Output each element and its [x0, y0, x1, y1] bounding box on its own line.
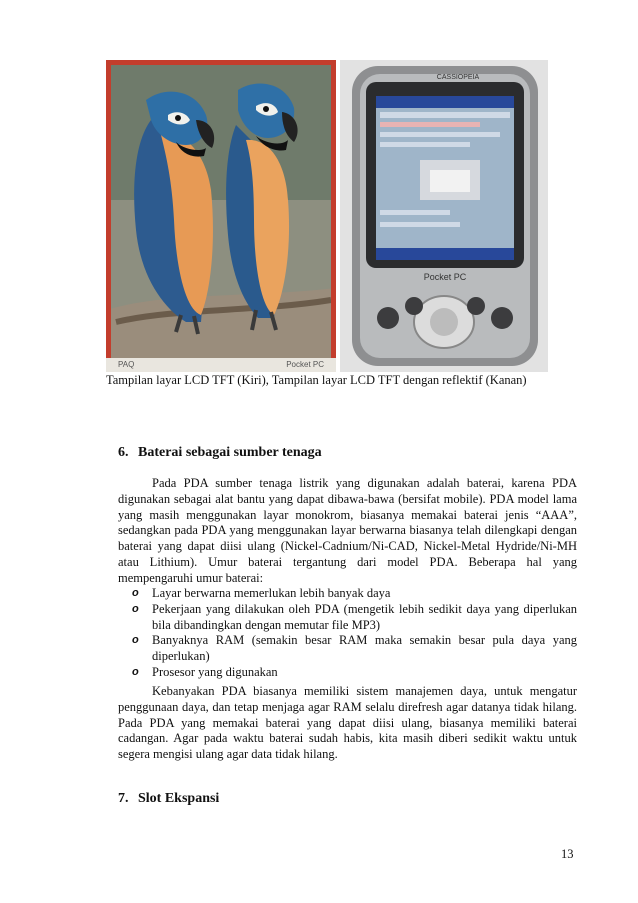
pda-device-photo — [340, 60, 548, 372]
section-6-paragraph-1 — [118, 476, 577, 587]
bullet-marker: o — [132, 602, 139, 615]
list-item: o Banyaknya RAM (semakin besar RAM maka semakin besar pula daya yang diperlukan) — [132, 633, 577, 664]
bullet-marker: o — [132, 587, 139, 599]
bullet-marker: o — [132, 665, 139, 678]
section-7-title: Slot Ekspansi — [138, 791, 220, 806]
list-item: o Prosesor yang digunakan — [132, 664, 278, 679]
figure-caption: Tampilan layar LCD TFT (Kiri), Tampilan layar LCD TFT dengan reflektif (Kanan) — [106, 373, 527, 387]
photo-label-left: PAQ — [118, 360, 135, 369]
page-number: 13 — [561, 847, 574, 861]
photo-label-right: Pocket PC — [286, 360, 324, 369]
bullet-marker: o — [132, 634, 139, 647]
photo-frame — [106, 60, 336, 372]
pda-label: Pocket PC — [423, 272, 467, 282]
section-6-title: Baterai sebagai sumber tenaga — [138, 445, 322, 460]
pda-brand: CASSIOPEIA — [436, 74, 480, 81]
section-6-paragraph-2 — [118, 684, 577, 763]
parrots-lcd-photo — [106, 60, 336, 372]
list-item: o Pekerjaan yang dilakukan oleh PDA (mengetik lebih sedikit daya yang diperlukan bila dibandingkan dengan memutar file MP3) — [132, 601, 577, 632]
section-6-heading — [118, 444, 322, 462]
paragraph-1-text: Pada PDA sumber tenaga listrik yang digunakan adalah baterai, karena PDA digunakan sebagai alat bantu yang dapat dibawa-bawa (bersifat mobile). PDA model lama yang masih menggunakan layar monokrom, biasanya memakai baterai jenis “AAA”, sedangkan pada PDA yang menggunakan layar berwarna biasanya telah dilengkapi dengan baterai yang dapat diisi ulang (Nickel-Cadnium/Ni-CAD, Nickel-Metal Hydride/Ni-MH atau Lithium). Umur baterai tergantung dari model PDA. Beberapa hal yang mempengaruhi umur baterai: — [118, 476, 577, 585]
section-7-heading — [118, 790, 219, 808]
figure-photos — [106, 60, 548, 372]
section-7-number: 7. — [118, 791, 129, 806]
paragraph-2-text: Kebanyakan PDA biasanya memiliki sistem manajemen daya, untuk mengatur penggunaan daya, dan tetap menjaga agar RAM selalu direfresh agar datanya tidak hilang. Pada PDA yang memakai baterai yang dapat diisi ulang, biasanya memiliki baterai cadangan. Agar pada waktu baterai sudah habis, kita masih diberi sedikit waktu untuk segera mengisi ulang agar data tidak hilang. — [118, 684, 577, 762]
list-item: o Layar berwarna memerlukan lebih banyak daya — [132, 586, 391, 600]
pda-illustration — [340, 60, 548, 372]
battery-factors-list — [118, 586, 577, 681]
section-6-number: 6. — [118, 445, 129, 460]
photo-bottom-bar — [106, 358, 336, 372]
